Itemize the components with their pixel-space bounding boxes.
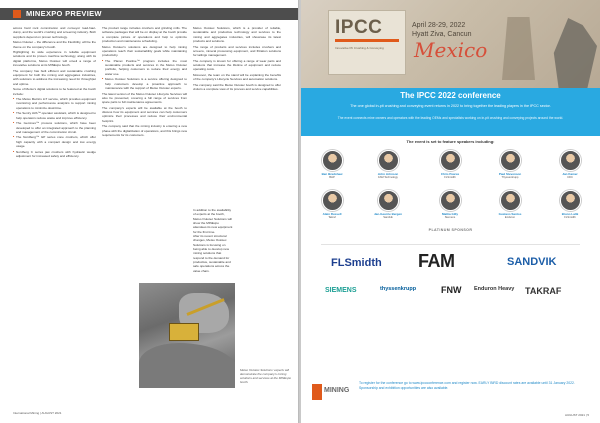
speaker-card <box>551 150 589 179</box>
ground-shape <box>139 343 235 388</box>
speaker-avatar <box>500 190 521 211</box>
sponsor-logo-enduron: Enduron Heavy <box>474 286 515 292</box>
col3-short-paragraph: In addition to the availability of experts at the booth, Metso Outotec Solutions will show the MINExpo attendees its new equipment for the first time. <box>193 208 233 234</box>
section-header-title: MINEXPO PREVIEW <box>26 9 102 18</box>
registration-text: To register for the conference go to www.ipccconference.com and register now. EARLY BIRD discount rates are available until 31 January 2022. Sponsorship and exhibition opportunities are also available. <box>359 381 575 390</box>
speaker-name: Chris Pearce <box>440 172 460 176</box>
logo-tagline: Innovative Pit Crushing & Conveying <box>335 46 384 50</box>
sponsor-logo-sandvik: SANDVIK <box>507 256 557 268</box>
speaker-org: Thyssenkrupp <box>501 176 519 179</box>
col3-paragraph: The company said the Metso Outotec booth is designed to offer visitors a complete view of its process and service capabilities. <box>193 82 281 92</box>
conference-banner <box>301 88 600 136</box>
speaker-name: Gustavo Santos <box>498 212 522 216</box>
speaker-card <box>551 190 589 219</box>
sponsor-logo-fnw: FNW <box>441 285 462 295</box>
event-venue: Hyatt Ziva, Cancun <box>412 31 472 38</box>
sponsor-logo-flsmidth: FLSmidth <box>331 257 382 269</box>
speaker-card <box>369 150 407 179</box>
mining-machine-photo <box>139 283 235 388</box>
sponsor-logo-siemens: SIEMENS <box>325 287 357 294</box>
sponsor-logo-thyssenkrupp: thyssenkrupp <box>380 286 417 292</box>
international-mining-logo <box>312 380 350 404</box>
col2-paragraph: The product range includes crushers and grinding mills. The software packages that will be on display at the booth provide a complete picture of operations and help to optimize production and maintenance scheduling. <box>102 26 187 44</box>
ipcc-logo <box>328 10 406 75</box>
speaker-org: CDC <box>567 176 573 179</box>
col3-short-paragraph: After its recent structural changes, Metso Outotec Solutions is focusing on being able to develop new mining solutions that respond to the demand for productive, sustainable and safe operations across the value chain. <box>193 234 231 273</box>
photo-caption: Metso Outotec Solutions' experts will demonstrate the company's mining solutions and services at the MINExpo booth. <box>240 368 292 384</box>
col1-bullet: ■ The Nordberg™ GP series cone crushers, which offer high capacity with a compact design and low energy usage. <box>13 135 96 148</box>
col1-paragraph: Metso Outotec – the difference and the Flexibility, will be the theme on the company's booth. <box>13 40 96 49</box>
conference-intro: The one global in-pit crushing and conveying event returns in 2022 to bring together the leading players in the IPCC sector. <box>350 104 551 108</box>
speaker-avatar <box>322 150 343 171</box>
speaker-org: FLSmidth <box>564 216 576 219</box>
speaker-name: Jan-Geurrie Bergen <box>373 212 402 216</box>
sponsors-title: PLATINUM SPONSOR <box>428 228 473 232</box>
mayan-ruin-shape <box>491 10 546 80</box>
speaker-org: BHP <box>329 176 335 179</box>
speaker-avatar <box>560 150 581 171</box>
col3-paragraph: The range of products and services includes crushers and screens, mineral processing equipment, and filtration solutions for tailings management. <box>193 44 281 58</box>
col1-bullet: ■ The Geminex™ process solutions, which have been developed to offer an integrated approach to the planning and management of the comminution circuit. <box>13 121 96 134</box>
col2-bullet: ■ The Planet Positive™ program includes the most sustainable products and services in the Metso Outotec portfolio, helping customers to reduce their energy and water use. <box>102 59 187 76</box>
speaker-name: Paul Stevenson <box>498 172 522 176</box>
speaker-org: Enduron <box>504 216 516 219</box>
drill-rig-shape <box>169 323 199 341</box>
speaker-avatar <box>378 150 399 171</box>
speaker-org: Siemens <box>444 216 456 219</box>
col2-bullet-list <box>102 59 187 91</box>
speaker-name: Ben Bradshaw <box>321 172 343 176</box>
col1-paragraph: Some of Metso's digital solutions to be featured at the booth include: <box>13 87 96 96</box>
speaker-name: Alain Russell <box>322 212 342 216</box>
speaker-name: Jan Kamer <box>562 172 578 176</box>
mining-logo-text: MINING <box>324 387 350 394</box>
speaker-name: Mattia Gilly <box>441 212 458 216</box>
col3-paragraph: Metso Outotec Solutions, which is a provider of reliable, sustainable and productive technology and services to the mining and aggregates industries, will showcase its latest products and solutions. <box>193 26 281 44</box>
hero-banner <box>301 0 600 88</box>
speaker-card <box>491 150 529 179</box>
col1-bullet: ■ The Sentry AVA™ operator assistant, which is designed to help operators reduce waste and improve efficiency. <box>13 111 96 120</box>
speaker-name: Bruno Lalik <box>561 212 579 216</box>
article-column-3 <box>193 26 281 206</box>
logo-accent-bar <box>335 39 399 42</box>
speakers-heading: The event is set to feature speakers including: <box>406 139 495 144</box>
col3-paragraph: The company is known for offering a range of wear parts and solutions that increase the lifetime of equipment and reduce operating costs. <box>193 58 281 72</box>
col1-bullet: ■ The Metso Metrics IoT service, which provides equipment monitoring and performance analytics to support mining operations to minimize downtime. <box>13 97 96 110</box>
conference-title: The IPCC 2022 conference <box>400 91 501 100</box>
speaker-name: John Johnson <box>377 172 399 176</box>
speaker-avatar <box>322 190 343 211</box>
col2-paragraph: The company said that the mining industry is entering a new phase with the digitalization of operations, and this brings new requirements for its customers. <box>102 124 187 138</box>
mining-logo-mark-icon <box>312 384 322 400</box>
right-page-footer: AUGUST 2021 | 5 <box>565 413 590 417</box>
speaker-org: Sandvik <box>383 216 393 219</box>
speaker-org: FLSmidth <box>444 176 456 179</box>
speaker-org: Takraf <box>328 216 336 219</box>
col2-bullet: ■ Metso Outotec Solutions is a service offering designed to help customers develop a proactive approach to maintenance with the support of Metso Outotec experts. <box>102 77 187 90</box>
col2-paragraph: The company's experts will be available at the booth to discuss how its equipment and services can help customers optimize their processes and reduce their environmental footprint. <box>102 105 187 123</box>
section-header-bar <box>0 8 299 20</box>
speaker-avatar <box>440 190 461 211</box>
left-page-footer: International Mining | AUGUST 2021 <box>13 411 62 415</box>
speaker-card <box>313 150 351 179</box>
right-page-advert <box>301 0 600 423</box>
speaker-card <box>491 190 529 219</box>
sponsor-divider <box>321 244 580 245</box>
speaker-avatar <box>560 190 581 211</box>
col1-bullet-list <box>13 97 96 158</box>
conference-detail: The event connects mine owners and operators with the leading OEMs and specialists working on in-pit crushing and conveying projects around the world. <box>337 116 564 120</box>
article-column-1 <box>13 26 96 412</box>
section-marker-icon <box>13 10 21 18</box>
col2-paragraph: Metso Outotec's solutions are designed to help mining operations reach their sustainability goals while maintaining productivity. <box>102 44 187 58</box>
col3-paragraph: Moreover, the team on the stand will be explaining the benefits of the company's Lifecycle Services and automation solutions. <box>193 73 281 82</box>
sponsor-logo-takraf: TAKRAF <box>525 286 562 296</box>
speaker-org: FAM Technology <box>378 176 398 179</box>
col1-paragraph: across hard rock comminution and conveyor load-haul-dump, and the world's crushing and screening industry. Both suppliers depend on proven technology. <box>13 26 96 39</box>
iguana-shape <box>549 18 597 88</box>
speaker-avatar <box>500 150 521 171</box>
speaker-card <box>313 190 351 219</box>
speaker-card <box>431 150 469 179</box>
col1-paragraph: Highlighting its wide experience in reliable equipment solutions and its proven machine technology, along with its digital platforms, Metso Outotec will unveil a range of innovative solutions at its MINExpo booth. <box>13 50 96 68</box>
speaker-avatar <box>378 190 399 211</box>
col2-paragraph: The latest version of the Metso Outotec Lifecycle Services will also be presented, covering a full range of services from spare parts to full maintenance agreements. <box>102 91 187 105</box>
left-page <box>0 0 299 423</box>
col1-paragraph: The company has built efficient and sustainable crushing equipment for both the mining and aggregates industries, with solutions to address the increasing need for throughput and uptime. <box>13 68 96 86</box>
col1-bullet: ■ Nordberg C series jaw crushers with hydraulic wedge adjustment for increased safety and efficiency. <box>13 150 96 159</box>
speaker-card <box>431 190 469 219</box>
event-country: Mexico <box>414 38 488 62</box>
event-date: April 28-29, 2022 <box>412 22 466 29</box>
speaker-avatar <box>440 150 461 171</box>
ipcc-logo-text: IPCC <box>335 17 383 38</box>
sponsor-logo-fam: FAM <box>418 251 455 271</box>
speaker-card <box>369 190 407 219</box>
